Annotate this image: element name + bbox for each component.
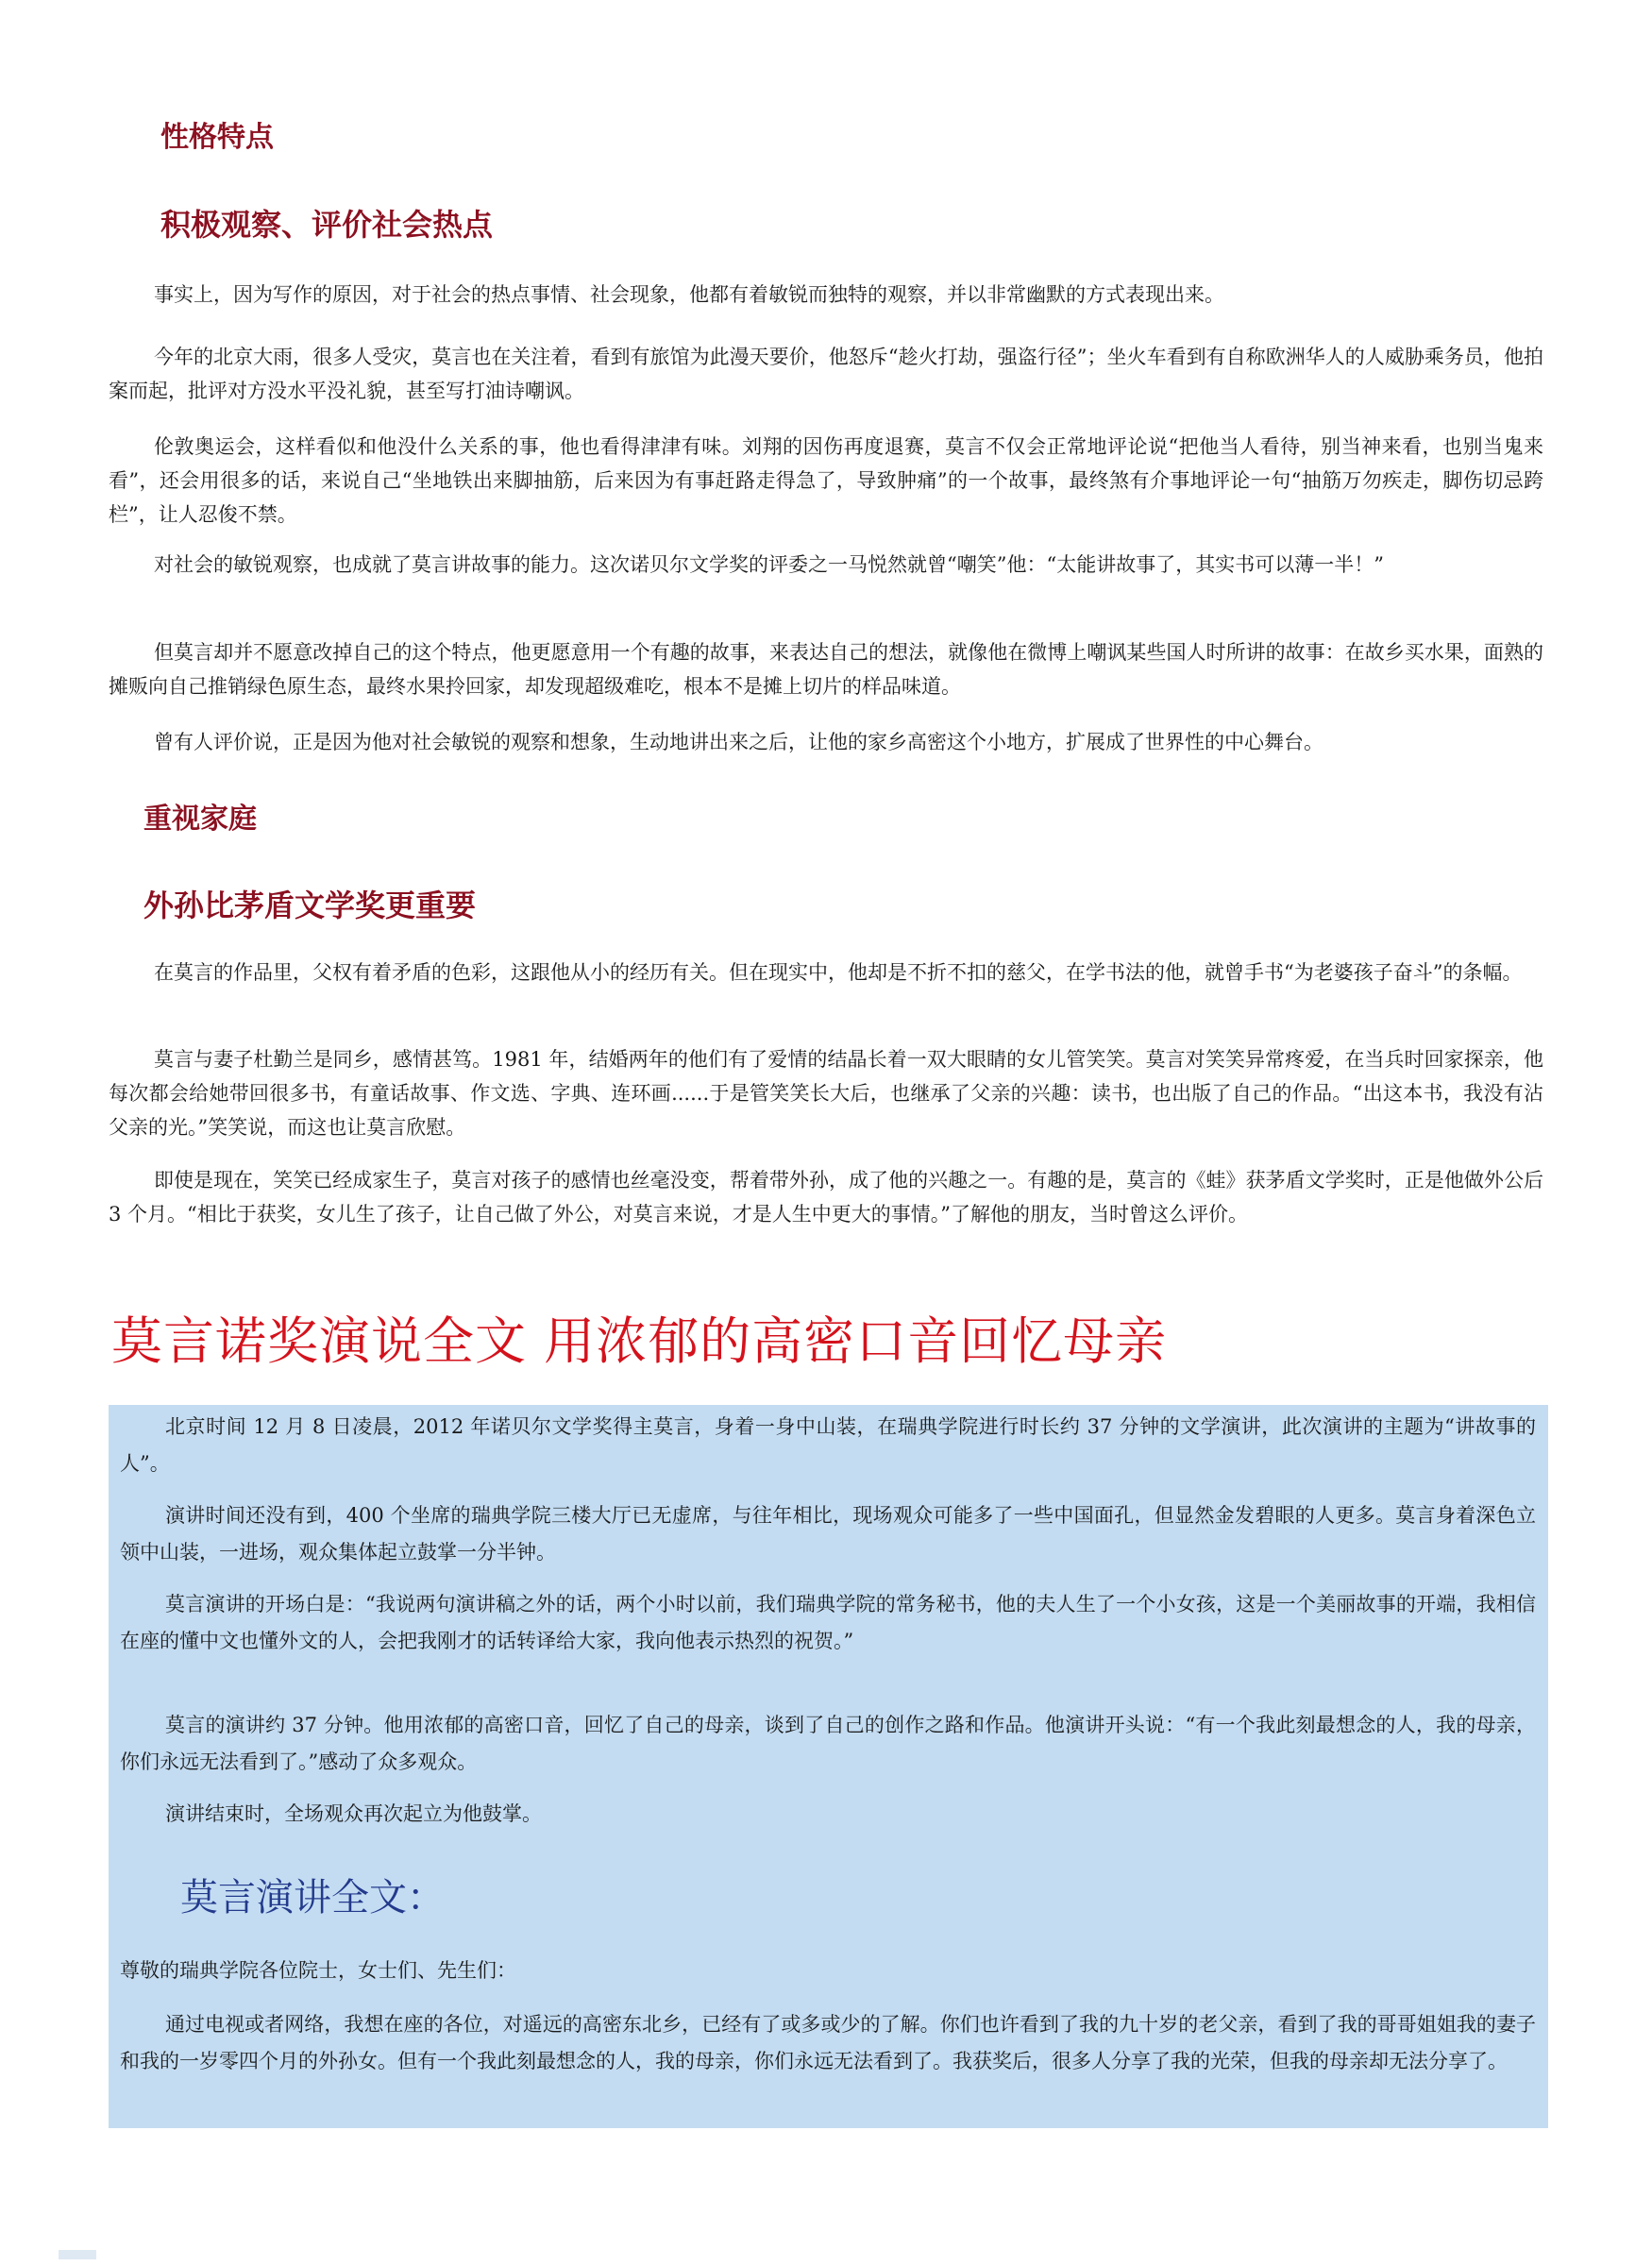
speech-fulltext-heading: 莫言演讲全文：: [180, 1876, 445, 1919]
salutation: 尊敬的瑞典学院各位院士，女士们、先生们：: [120, 1959, 516, 1982]
paragraph: 今年的北京大雨，很多人受灾，莫言也在关注着，看到有旅馆为此漫天要价，他怒斥“趁火打劫，强盗行径”；坐火车看到有自称欧洲华人的人威胁乘务员，他拍案而起，批评对方没水平没礼貌，甚至写打油诗嘲讽。: [109, 346, 1543, 402]
paragraph: 北京时间 12 月 8 日凌晨，2012 年诺贝尔文学奖得主莫言，身着一身中山装，在瑞典学院进行时长约 37 分钟的文学演讲，此次演讲的主题为“讲故事的人”。: [120, 1415, 1536, 1475]
paragraph: 对社会的敏锐观察，也成就了莫言讲故事的能力。这次诺贝尔文学奖的评委之一马悦然就曾“嘲笑”他：“太能讲故事了，其实书可以薄一半！”: [154, 553, 1384, 576]
section-heading-personality: 性格特点: [160, 121, 274, 154]
paragraph: 事实上，因为写作的原因，对于社会的热点事情、社会现象，他都有着敏锐而独特的观察，并以非常幽默的方式表现出来。: [154, 283, 1224, 306]
paragraph: 莫言与妻子杜勤兰是同乡，感情甚笃。1981 年，结婚两年的他们有了爱情的结晶长着一双大眼睛的女儿管笑笑。莫言对笑笑异常疼爱，在当兵时回家探亲，他每次都会给她带回很多书，有童话故事、作文选、字典、连环画......于是管笑笑长大后，也继承了父亲的兴趣：读书，也出版了自己的作品。“出这本书，我没有沾父亲的光。”笑笑说，而这也让莫言欣慰。: [109, 1048, 1543, 1139]
speech-article-title: 莫言诺奖演说全文 用浓郁的高密口音回忆母亲: [111, 1311, 1168, 1371]
subheading-grandson: 外孙比茅盾文学奖更重要: [143, 888, 477, 923]
paragraph: 但莫言却并不愿意改掉自己的这个特点，他更愿意用一个有趣的故事，来表达自己的想法，就像他在微博上嘲讽某些国人时所讲的故事：在故乡买水果，面熟的摊贩向自己推销绿色原生态，最终水果拎回家，却发现超级难吃，根本不是摊上切片的样品味道。: [109, 641, 1543, 698]
paragraph: 演讲时间还没有到，400 个坐席的瑞典学院三楼大厅已无虚席，与往年相比，现场观众可能多了一些中国面孔，但显然金发碧眼的人更多。莫言身着深色立领中山装，一进场，观众集体起立鼓掌一分半钟。: [120, 1504, 1536, 1564]
paragraph: 莫言演讲的开场白是：“我说两句演讲稿之外的话，两个小时以前，我们瑞典学院的常务秘书，他的夫人生了一个小女孩，这是一个美丽故事的开端，我相信在座的懂中文也懂外文的人，会把我刚才的话转译给大家，我向他表示热烈的祝贺。”: [120, 1593, 1536, 1652]
subheading-social-observation: 积极观察、评价社会热点: [160, 207, 494, 243]
paragraph: 曾有人评价说，正是因为他对社会敏锐的观察和想象，生动地讲出来之后，让他的家乡高密这个小地方，扩展成了世界性的中心舞台。: [154, 731, 1323, 753]
paragraph: 即使是现在，笑笑已经成家生子，莫言对孩子的感情也丝毫没变，帮着带外孙，成了他的兴趣之一。有趣的是，莫言的《蛙》获茅盾文学奖时，正是他做外公后 3 个月。“相比于获奖，女儿生了孩子，让自己做了外公，对莫言来说，才是人生中更大的事情。”了解他的朋友，当时曾这么评价。: [109, 1169, 1543, 1226]
paragraph: 通过电视或者网络，我想在座的各位，对遥远的高密东北乡，已经有了或多或少的了解。你们也许看到了我的九十岁的老父亲，看到了我的哥哥姐姐我的妻子和我的一岁零四个月的外孙女。但有一个我此刻最想念的人，我的母亲，你们永远无法看到了。我获奖后，很多人分享了我的光荣，但我的母亲却无法分享了。: [120, 2013, 1536, 2072]
paragraph: 在莫言的作品里，父权有着矛盾的色彩，这跟他从小的经历有关。但在现实中，他却是不折不扣的慈父，在学书法的他，就曾手书“为老婆孩子奋斗”的条幅。: [154, 961, 1523, 984]
speech-highlight-box: [109, 1405, 1548, 2128]
section-heading-family: 重视家庭: [143, 803, 257, 836]
scan-mark: [59, 2250, 96, 2259]
paragraph: 伦敦奥运会，这样看似和他没什么关系的事，他也看得津津有味。刘翔的因伤再度退赛，莫言不仅会正常地评论说“把他当人看待，别当神来看，也别当鬼来看”，还会用很多的话，来说自己“坐地铁出来脚抽筋，后来因为有事赶路走得急了，导致肿痛”的一个故事，最终煞有介事地评论一句“抽筋万勿疾走，脚伤切忌跨栏”，让人忍俊不禁。: [109, 435, 1543, 526]
paragraph: 演讲结束时，全场观众再次起立为他鼓掌。: [165, 1802, 542, 1825]
paragraph: 莫言的演讲约 37 分钟。他用浓郁的高密口音，回忆了自己的母亲，谈到了自己的创作之路和作品。他演讲开头说：“有一个我此刻最想念的人，我的母亲，你们永远无法看到了。”感动了众多观众。: [120, 1714, 1536, 1773]
